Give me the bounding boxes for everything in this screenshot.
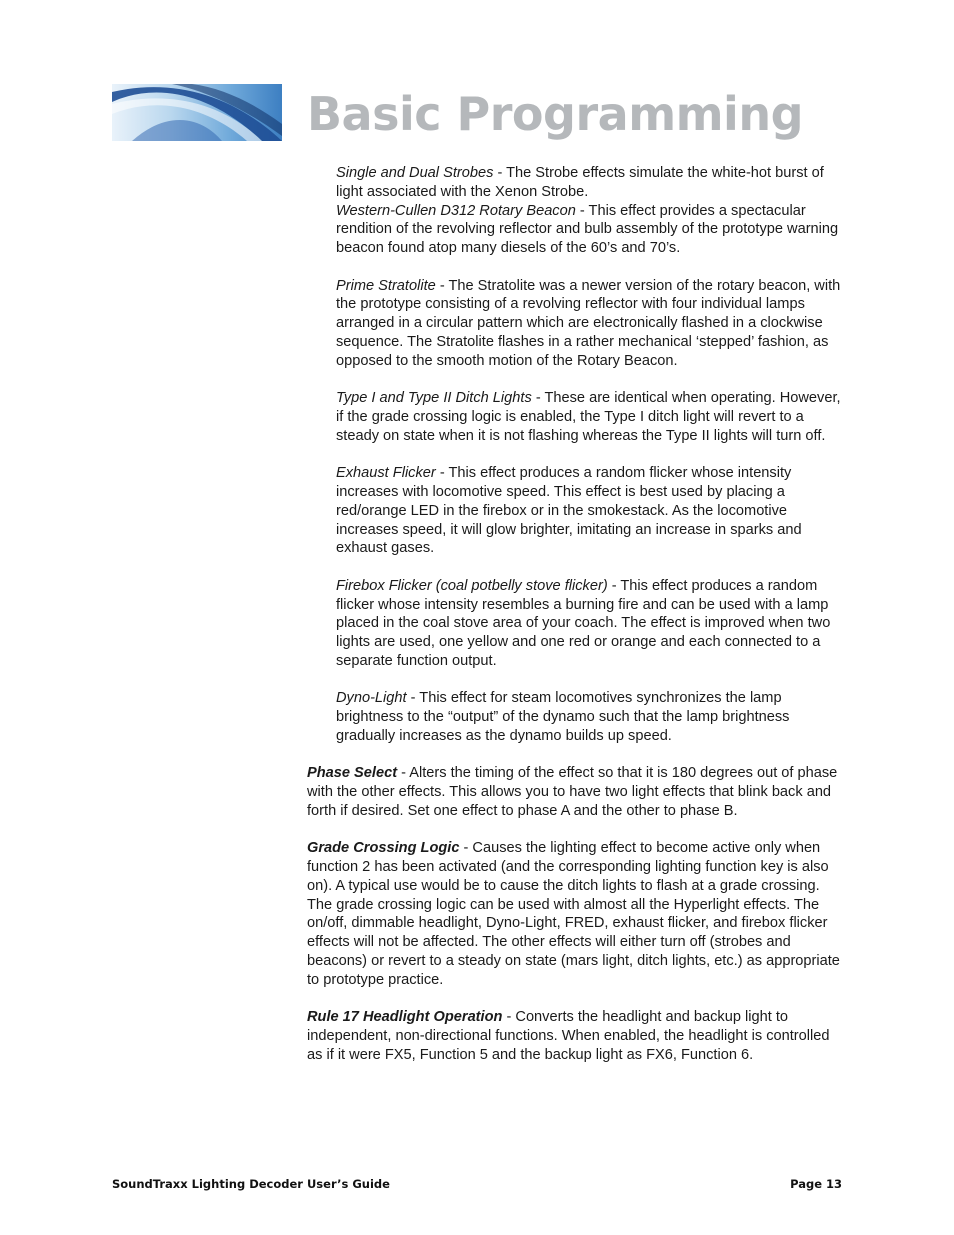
effect-description: - This effect provides a spectacular rendition of the revolving reflector and bulb assembly of the prototype warning beacon found atop many diesels of the 60’s and 70’s. (336, 202, 839, 257)
effect-item (307, 389, 847, 445)
page-title: Basic Programming (307, 87, 803, 141)
option-section (307, 764, 847, 820)
page-body (307, 164, 847, 1083)
effect-item (307, 689, 847, 745)
effect-description: - This effect produces a random flicker whose intensity increases with locomotive speed. This effect is best used by placing a red/orange LED in the firebox or in the smokestack. As the locomotive increases speed, it will glow brighter, imitating an increase in sparks and exhaust gases. (336, 465, 802, 557)
footer-guide-title: SoundTraxx Lighting Decoder User’s Guide (112, 1177, 390, 1191)
effect-item (307, 164, 847, 202)
effect-term: Dyno-Light (336, 690, 407, 707)
option-description: - Converts the headlight and backup light to independent, non-directional functions. When enabled, the headlight is controlled as if it were FX5, Function 5 and the backup light as FX6, Function 6. (307, 1009, 830, 1063)
option-term: Rule 17 Headlight Operation (307, 1009, 503, 1026)
option-term: Phase Select (307, 765, 398, 782)
effect-term: Single and Dual Strobes (336, 165, 494, 181)
effect-description: - The Stratolite was a newer version of the rotary beacon, with the prototype consisting of a revolving reflector with four individual lamps arranged in a circular pattern which are electronically flashed in a clockwise sequence. The Stratolite flashes in a rather mechanical ‘stepped’ fashion, as opposed to the smooth motion of the Rotary Beacon. (336, 277, 841, 369)
effect-item (307, 464, 847, 558)
effect-term: Type I and Type II Ditch Lights (336, 390, 532, 407)
effect-item (307, 577, 847, 671)
effect-description: - The Strobe effects simulate the white-hot burst of light associated with the Xenon Strobe. (336, 165, 824, 200)
option-section (307, 1008, 847, 1064)
effect-term: Western-Cullen D312 Rotary Beacon (336, 202, 576, 219)
effect-item (307, 277, 847, 371)
effect-description: - These are identical when operating. However, if the grade crossing logic is enabled, the Type I ditch light will revert to a steady on state when it is not flashing whereas the Type II lights will turn off. (336, 390, 841, 444)
swoosh-icon (112, 84, 282, 141)
option-term: Grade Crossing Logic (307, 840, 460, 857)
option-section (307, 839, 847, 989)
effect-term: Firebox Flicker (coal potbelly stove flicker) (336, 577, 608, 594)
effect-item (307, 202, 847, 258)
header-banner-logo (112, 84, 282, 141)
option-description: - Alters the timing of the effect so that it is 180 degrees out of phase with the other effects. This allows you to have two light effects that blink back and forth if desired. Set one effect to phase A and the other to phase B. (307, 765, 838, 819)
effect-description: - This effect produces a random flicker whose intensity resembles a burning fire and can be used with a lamp placed in the coal stove area of your coach. The effect is improved when two lights are used, one yellow and one red or orange and each connected to a separate function output. (336, 577, 831, 669)
effect-term: Exhaust Flicker (336, 465, 436, 482)
effect-term: Prime Stratolite (336, 277, 436, 294)
option-description: - Causes the lighting effect to become active only when function 2 has been activated (and the corresponding lighting function key is also on). A typical use would be to cause the ditch lights to flash at a grade crossing. The grade crossing logic can be used with almost all the Hyperlight effects. The on/off, dimmable headlight, Dyno-Light, FRED, exhaust flicker, and firebox flicker effects will not be affected. The other effects will either turn off (strobes and beacons) or revert to a steady on state (mars light, ditch lights, etc.) as appropriate to prototype practice. (307, 840, 840, 988)
footer-page-number: Page 13 (790, 1177, 842, 1191)
effect-description: - This effect for steam locomotives synchronizes the lamp brightness to the “output” of the dynamo such that the lamp brightness gradually increases as the dynamo builds up speed. (336, 690, 790, 744)
